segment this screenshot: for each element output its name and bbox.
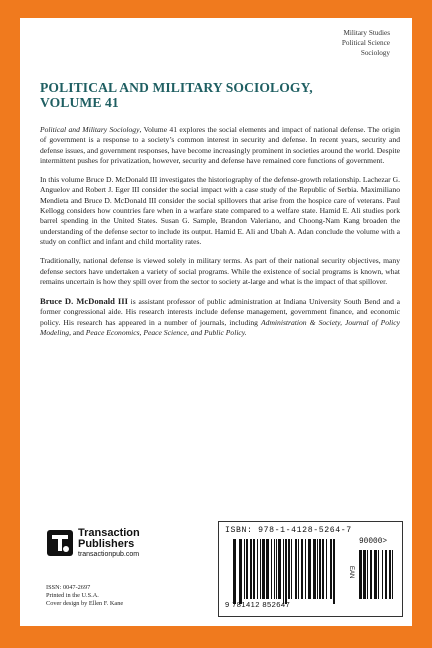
barcode-bar bbox=[374, 550, 377, 599]
publisher-name: Publishers bbox=[78, 538, 135, 550]
cover-design-credit: Cover design by Ellen F. Kane bbox=[46, 600, 124, 607]
intro-paragraph bbox=[40, 125, 400, 166]
subject-categories bbox=[342, 28, 390, 58]
barcode-bar bbox=[233, 539, 236, 604]
barcode-bar bbox=[385, 550, 387, 599]
barcode-bar bbox=[266, 539, 269, 599]
barcode-bar bbox=[301, 539, 303, 599]
intro-text: , Volume 41 explores the social elements and impact of national defense. The origin of government is a response to a society’s common interest in security and defense. In recent years, security and defense issues, and government responses, have become increasingly prominent in societies around the world. Despite intermittent pushes for privatization, however, security and defense have remained core functions of government. bbox=[40, 125, 400, 165]
book-title bbox=[40, 80, 400, 110]
category-label: Political Science bbox=[341, 39, 390, 47]
barcode-bar bbox=[308, 539, 311, 599]
barcode-bar bbox=[246, 539, 248, 599]
title-line: VOLUME 41 bbox=[40, 95, 119, 110]
barcode-bar bbox=[244, 539, 245, 599]
barcode-bar bbox=[278, 539, 281, 599]
author-name: Bruce D. McDonald III bbox=[40, 296, 128, 307]
barcode-bar bbox=[322, 539, 324, 599]
barcode-bar bbox=[313, 539, 316, 599]
barcode-bar bbox=[283, 539, 284, 604]
ean-label: EAN bbox=[348, 566, 354, 579]
transaction-logo-icon bbox=[46, 527, 74, 559]
price-code: 90000> bbox=[359, 538, 388, 546]
barcode-bar bbox=[389, 550, 391, 599]
barcode-bar bbox=[359, 550, 362, 599]
barcode-bar bbox=[378, 550, 379, 599]
barcode-bar bbox=[295, 539, 297, 599]
title-line: POLITICAL AND MILITARY SOCIOLOGY, bbox=[40, 80, 313, 95]
barcode-bar bbox=[276, 539, 277, 599]
back-cover bbox=[20, 18, 412, 626]
barcode-bar bbox=[274, 539, 275, 599]
barcode-bar bbox=[382, 550, 383, 599]
author-bio bbox=[40, 296, 400, 338]
barcode-bar bbox=[317, 539, 318, 599]
barcode-bar bbox=[285, 539, 287, 604]
category-label: Sociology bbox=[360, 49, 390, 57]
barcode-bar bbox=[330, 539, 332, 599]
author-bio-text: , and bbox=[69, 328, 86, 338]
printed-in: Printed in the U.S.A. bbox=[46, 592, 99, 599]
barcode-bar bbox=[333, 539, 335, 604]
ean-digits: 9 781412 852647 bbox=[225, 600, 291, 609]
series-title: Political and Military Sociology bbox=[40, 125, 140, 134]
barcode-bar bbox=[262, 539, 265, 599]
barcode-bar bbox=[363, 550, 366, 599]
barcode-bar bbox=[257, 539, 258, 599]
isbn: ISBN: 978-1-4128-5264-7 bbox=[225, 526, 352, 535]
journal-titles: Administration & Society, Journal of Policy Modeling bbox=[40, 317, 401, 338]
barcode-bar bbox=[288, 539, 290, 599]
imprint-block bbox=[46, 584, 123, 608]
issn: ISSN: 0047-2697 bbox=[46, 584, 91, 591]
barcode-bar bbox=[291, 539, 292, 599]
barcode-bar bbox=[326, 539, 327, 599]
barcode-bar bbox=[367, 550, 368, 599]
barcode-bar bbox=[305, 539, 306, 599]
barcode-bar bbox=[392, 550, 393, 599]
barcode-bar bbox=[298, 539, 299, 599]
publisher-url: transactionpub.com bbox=[78, 551, 140, 558]
barcode-bar bbox=[250, 539, 252, 599]
closing-paragraph: Traditionally, national defense is viewed solely in military terms. As part of their national security objectives, many defense sectors have undertaken a variety of social programs. While the existence of social programs is known, what remains uncertain is how they spill over from the sector to society at-large and what is the impact of that spillover. bbox=[40, 256, 400, 286]
publisher-name: Transaction bbox=[78, 527, 140, 539]
category-label: Military Studies bbox=[343, 29, 390, 37]
barcode-bar bbox=[239, 539, 242, 604]
barcode-bar bbox=[370, 550, 372, 599]
barcode-panel bbox=[218, 521, 403, 617]
barcode-bar bbox=[253, 539, 255, 599]
blurb-text bbox=[40, 125, 400, 347]
publisher-logo bbox=[46, 525, 196, 565]
author-bio-text: is assistant professor of public administration at Indiana University South Bend and a former congressional aide. His research interests include defense management, government finance, and economic policy. His research has appeared in a number of journals, including bbox=[40, 297, 400, 327]
barcode-bar bbox=[271, 539, 272, 599]
barcode-bar bbox=[260, 539, 261, 599]
contents-paragraph: In this volume Bruce D. McDonald III investigates the historiography of the defense-growth relationship. Lachezar G. Anguelov and Robert J. Eger III consider the social impact with a case study of the Republic of Serbia. Maximiliano Mendieta and Bruce D. McDonald III consider the social spillovers that arise from the hospice care of veterans. Paul Kellogg considers how countries fare when in a warfare state compared to a welfare state. Hamid E. Ali studies pork barrel spending in the United States. Susan G. Sample, Brandon Valeriano, and Choong-Nam Kang broaden the understanding of the defense sector to include its output. Hamid E. Ali and Ubah A. Adan conclude the volume with a study on conflict and infant and child mortality rates. bbox=[40, 175, 400, 246]
barcode-bar bbox=[319, 539, 321, 599]
journal-titles: Peace Economics, Peace Science, and Public Policy. bbox=[85, 328, 247, 338]
